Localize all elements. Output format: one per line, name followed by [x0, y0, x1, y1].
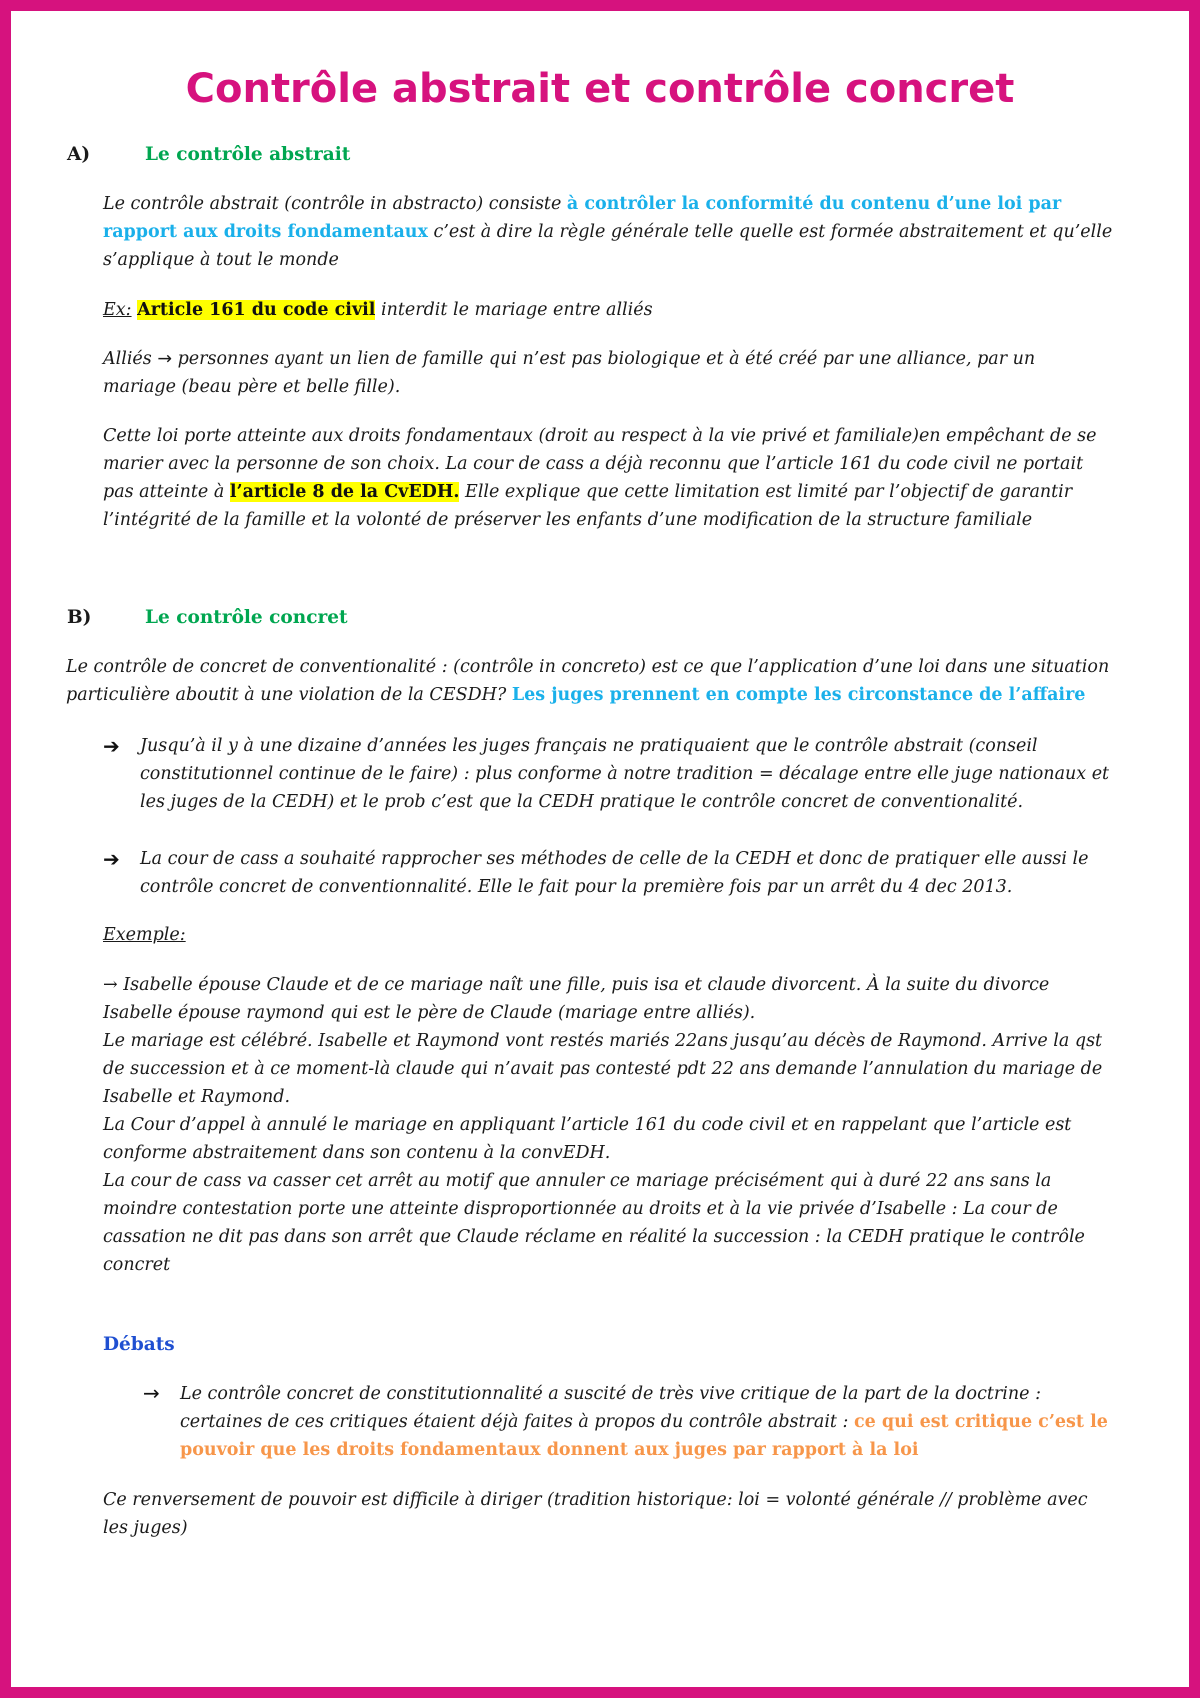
- definition-text-1: Le contrôle abstrait (contrôle in abstracto) consiste: [103, 194, 567, 214]
- exemple-line-3: La Cour d’appel à annulé le mariage en appliquant l’article 161 du code civil et en rappelant que l’article est conforme abstraitement dans son contenu à la convEDH.: [103, 1115, 1072, 1163]
- page-title: Contrôle abstrait et contrôle concret: [185, 66, 1015, 112]
- bullet-arrow-icon: ➔: [103, 847, 120, 871]
- debats-arrow-icon: →: [143, 1381, 160, 1405]
- definition-text-2: c’est à dire la règle générale telle quelle est formée abstraitement et qu’elle s’applique à tout le monde: [103, 222, 1113, 270]
- allies-term: Alliés: [103, 349, 158, 369]
- article-8-highlight: l’article 8 de la CvEDH.: [229, 482, 460, 502]
- analysis-text-1: Cette loi porte atteinte aux droits fondamentaux (droit au respect à la vie privé et familiale)en empêchant de se marier avec la personne de son choix. La cour de cass a déjà reconnu que l’article 161 du code civil ne portait pas atteinte à: [103, 426, 1097, 502]
- exemple-line-1: → Isabelle épouse Claude et de ce mariage naît une fille, puis isa et claude divorcent. À la suite du divorce Isabelle épouse raymond qui est le père de Claude (mariage entre alliés).: [103, 975, 1050, 1023]
- bullet-1: Jusqu’à il y à une dizaine d’années les juges français ne pratiquaient que le contrôle abstrait (conseil constitutionnel continue de le faire) : plus conforme à notre tradition = décalage entre elle juge nationaux et les juges de la CEDH) et le prob c’est que la CEDH pratique le contrôle concret de conventionalité.: [140, 736, 1110, 812]
- exemple-line-4: La cour de cass va casser cet arrêt au motif que annuler ce mariage précisément qui à duré 22 ans sans la moindre contestation porte une atteinte disproportionnée au droits et à la vie privée d’Isabelle : La cour de cassation ne dit pas dans son arrêt que Claude réclame en réalité la succession : la CEDH pratique le contrôle concret: [103, 1171, 1085, 1275]
- section-a-definition: [103, 190, 1113, 274]
- article-161-highlight: Article 161 du code civil: [137, 300, 376, 320]
- section-b-label: Le contrôle concret: [145, 607, 348, 628]
- debats-emphasis: ce qui est critique c’est le pouvoir que les droits fondamentaux donnent aux juges par rapport à la loi: [180, 1412, 1108, 1460]
- debats-text: Le contrôle concret de constitutionnalité a suscité de très vive critique de la part de la doctrine : certaines de ces critiques étaient déjà faites à propos du contrôle abstrait :: [180, 1384, 1041, 1432]
- intro-emphasis: Les juges prennent en compte les circonstance de l’affaire: [511, 685, 1086, 705]
- example-text: interdit le mariage entre alliés: [375, 300, 653, 320]
- section-a-analysis: [103, 422, 1113, 534]
- bullet-2: La cour de cass a souhaité rapprocher ses méthodes de celle de la CEDH et donc de pratiquer elle aussi le contrôle concret de conventionnalité. Elle le fait pour la première fois par un arrêt du 4 dec 2013.: [140, 849, 1089, 897]
- debats-conclusion: Ce renversement de pouvoir est difficile à diriger (tradition historique: loi = volonté générale // problème avec les juges): [103, 1490, 1088, 1538]
- allies-definition: [103, 345, 1113, 401]
- debats-bullet: [180, 1380, 1115, 1464]
- section-a-label: Le contrôle abstrait: [145, 144, 351, 165]
- analysis-text-2: Elle explique que cette limitation est limité par l’objectif de garantir l’intégrité de la famille et la volonté de préserver les enfants d’une modification de la structure familiale: [103, 482, 1073, 530]
- debats-heading: Débats: [103, 1334, 175, 1355]
- example-line: [103, 296, 1113, 324]
- example-label: Ex:: [103, 300, 132, 320]
- section-b-heading: [67, 607, 348, 628]
- section-b-intro: [66, 653, 1126, 709]
- section-a-heading: [67, 144, 350, 165]
- exemple-block: [103, 971, 1118, 1279]
- exemple-label: Exemple:: [103, 925, 186, 945]
- allies-text: personnes ayant un lien de famille qui n’est pas biologique et à été créé par une alliance, par un mariage (beau père et belle fille).: [103, 349, 1036, 397]
- section-a-letter: A): [67, 144, 91, 165]
- exemple-line-2: Le mariage est célébré. Isabelle et Raymond vont restés mariés 22ans jusqu’au décès de Raymond. Arrive la qst de succession et à ce moment-là claude qui n’avait pas contesté pdt 22 ans demande l’annulation du mariage de Isabelle et Raymond.: [103, 1031, 1103, 1107]
- definition-emphasis: à contrôler la conformité du contenu d’une loi par rapport aux droits fondamentaux: [103, 194, 1062, 242]
- bullet-arrow-icon: ➔: [103, 734, 120, 758]
- intro-text: Le contrôle de concret de conventionalité : (contrôle in concreto) est ce que l’application d’une loi dans une situation particulière aboutit à une violation de la CESDH?: [66, 657, 1110, 705]
- section-b-letter: B): [67, 607, 92, 628]
- right-arrow-icon: →: [157, 349, 173, 369]
